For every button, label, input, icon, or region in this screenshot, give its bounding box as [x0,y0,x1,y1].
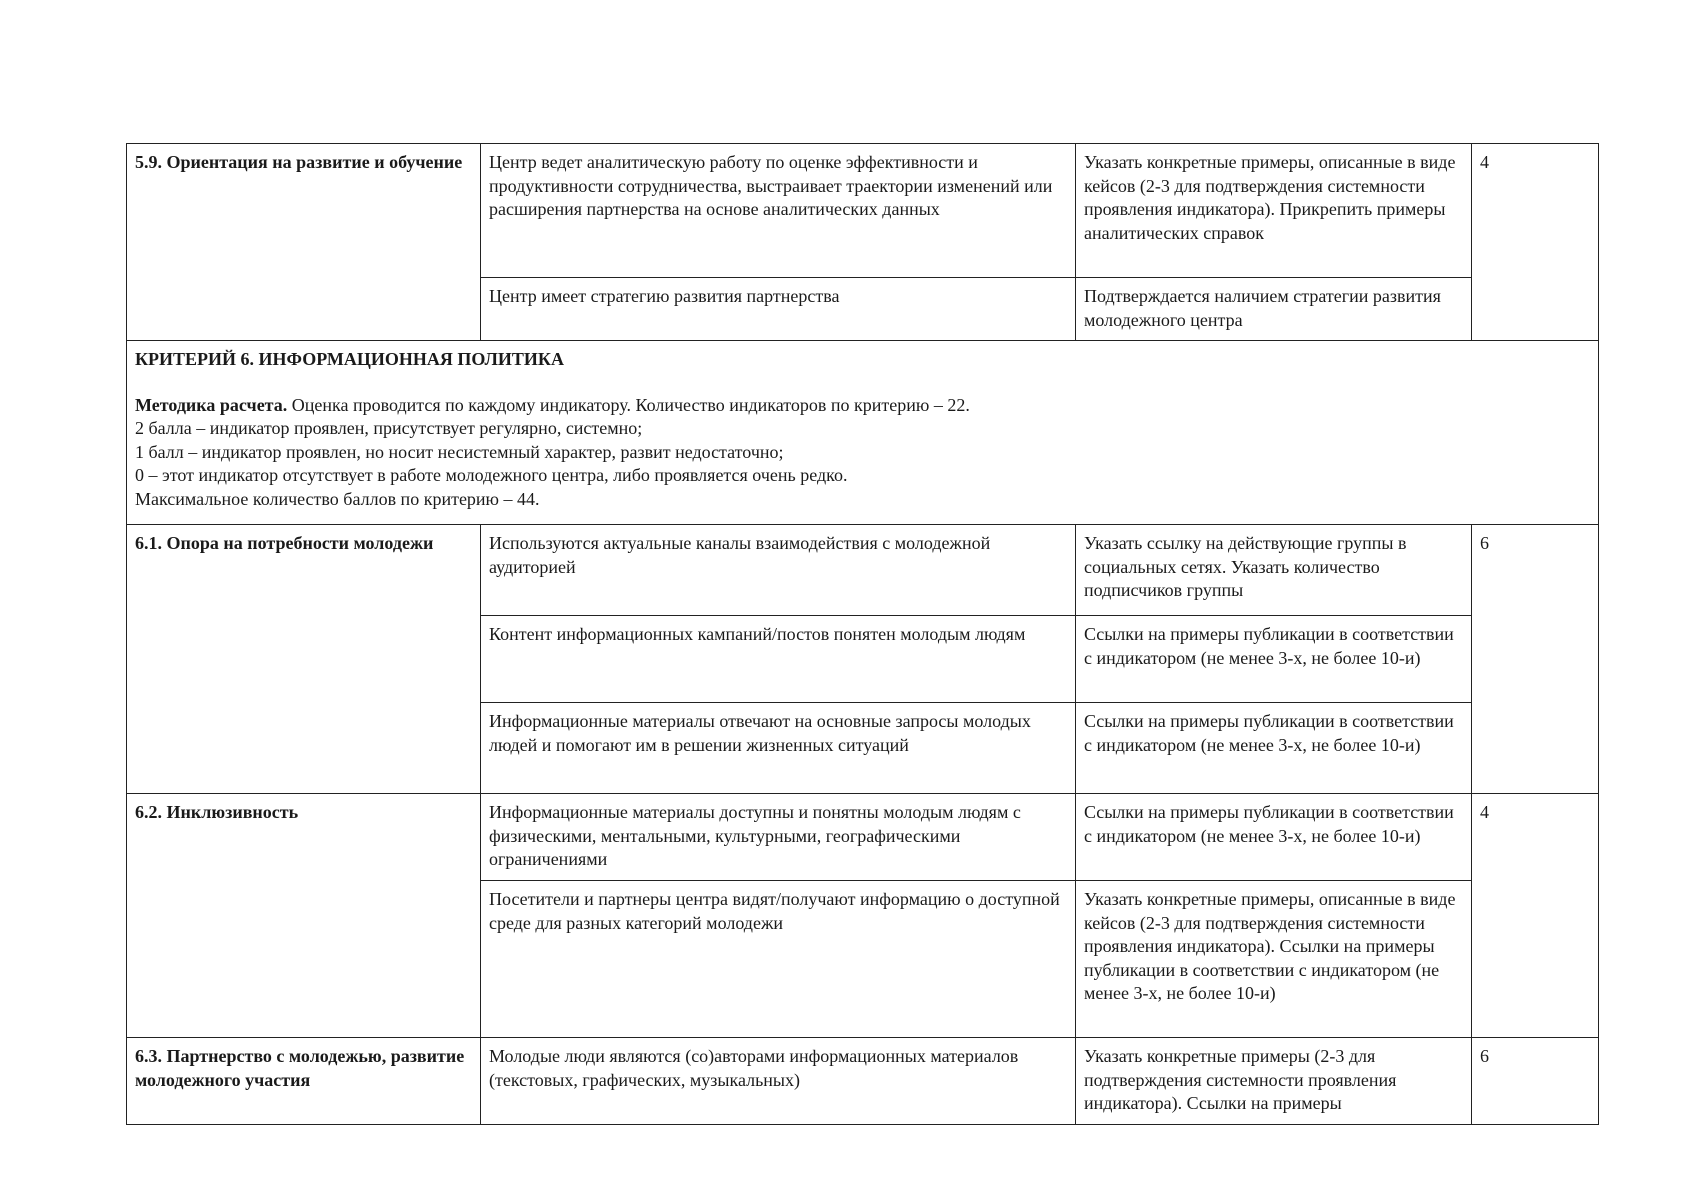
score-cell: 6 [1472,1038,1599,1125]
table-row [127,525,1599,616]
score-cell: 4 [1472,144,1599,341]
method-line: 0 – этот индикатор отсутствует в работе молодежного центра, либо проявляется очень редко. [135,465,848,485]
score-cell: 4 [1472,794,1599,1038]
method-intro [135,394,1590,418]
criterion-title: КРИТЕРИЙ 6. ИНФОРМАЦИОННАЯ ПОЛИТИКА [135,349,564,369]
indicator-cell: Контент информационных кампаний/постов понятен молодым людям [481,616,1076,703]
section-title-6-3: 6.3. Партнерство с молодежью, развитие молодежного участия [127,1038,481,1125]
table-row [127,144,1599,278]
indicator-cell: Информационные материалы отвечают на основные запросы молодых людей и помогают им в решении жизненных ситуаций [481,703,1076,794]
table-row [127,794,1599,881]
method-line: 1 балл – индикатор проявлен, но носит несистемный характер, развит недостаточно; [135,441,784,462]
table-row [127,341,1599,525]
evidence-cell: Подтверждается наличием стратегии развития молодежного центра [1076,278,1472,341]
criterion-block [127,341,1599,525]
indicator-cell: Информационные материалы доступны и понятны молодым людям с физическими, ментальными, культурными, географическими ограничениями [481,794,1076,881]
indicator-cell: Посетители и партнеры центра видят/получают информацию о доступной среде для разных категорий молодежи [481,881,1076,1038]
table-row [127,1038,1599,1125]
section-title-5-9: 5.9. Ориентация на развитие и обучение [127,144,481,341]
indicator-cell: Центр ведет аналитическую работу по оценке эффективности и продуктивности сотрудничества, выстраивает траектории изменений или расширения партнерства на основе аналитических данных [481,144,1076,278]
evidence-cell: Ссылки на примеры публикации в соответствии с индикатором (не менее 3-х, не более 10-и) [1076,703,1472,794]
indicator-cell: Молодые люди являются (со)авторами информационных материалов (текстовых, графических, музыкальных) [481,1038,1076,1125]
evidence-cell: Ссылки на примеры публикации в соответствии с индикатором (не менее 3-х, не более 10-и) [1076,616,1472,703]
method-text: Оценка проводится по каждому индикатору. Количество индикаторов по критерию – 22. [287,394,970,415]
indicator-cell: Используются актуальные каналы взаимодействия с молодежной аудиторией [481,525,1076,616]
method-line: Максимальное количество баллов по критерию – 44. [135,488,540,509]
section-title-6-2: 6.2. Инклюзивность [127,794,481,1038]
evidence-cell: Указать конкретные примеры (2-3 для подтверждения системности проявления индикатора). Ссылки на примеры [1076,1038,1472,1125]
method-label: Методика расчета. [135,394,288,415]
evidence-cell: Указать конкретные примеры, описанные в виде кейсов (2-3 для подтверждения системности проявления индикатора). Ссылки на примеры публикации в соответствии с индикатором (не менее 3-х, не более 10-и) [1076,881,1472,1038]
criteria-table [126,143,1599,1125]
score-cell: 6 [1472,525,1599,794]
section-title-6-1: 6.1. Опора на потребности молодежи [127,525,481,794]
method-line: 2 балла – индикатор проявлен, присутствует регулярно, системно; [135,418,643,438]
evidence-cell: Указать ссылку на действующие группы в социальных сетях. Указать количество подписчиков группы [1076,525,1472,616]
evidence-cell: Указать конкретные примеры, описанные в виде кейсов (2-3 для подтверждения системности проявления индикатора). Прикрепить примеры аналитических справок [1076,144,1472,278]
evidence-cell: Ссылки на примеры публикации в соответствии с индикатором (не менее 3-х, не более 10-и) [1076,794,1472,881]
indicator-cell: Центр имеет стратегию развития партнерства [481,278,1076,341]
